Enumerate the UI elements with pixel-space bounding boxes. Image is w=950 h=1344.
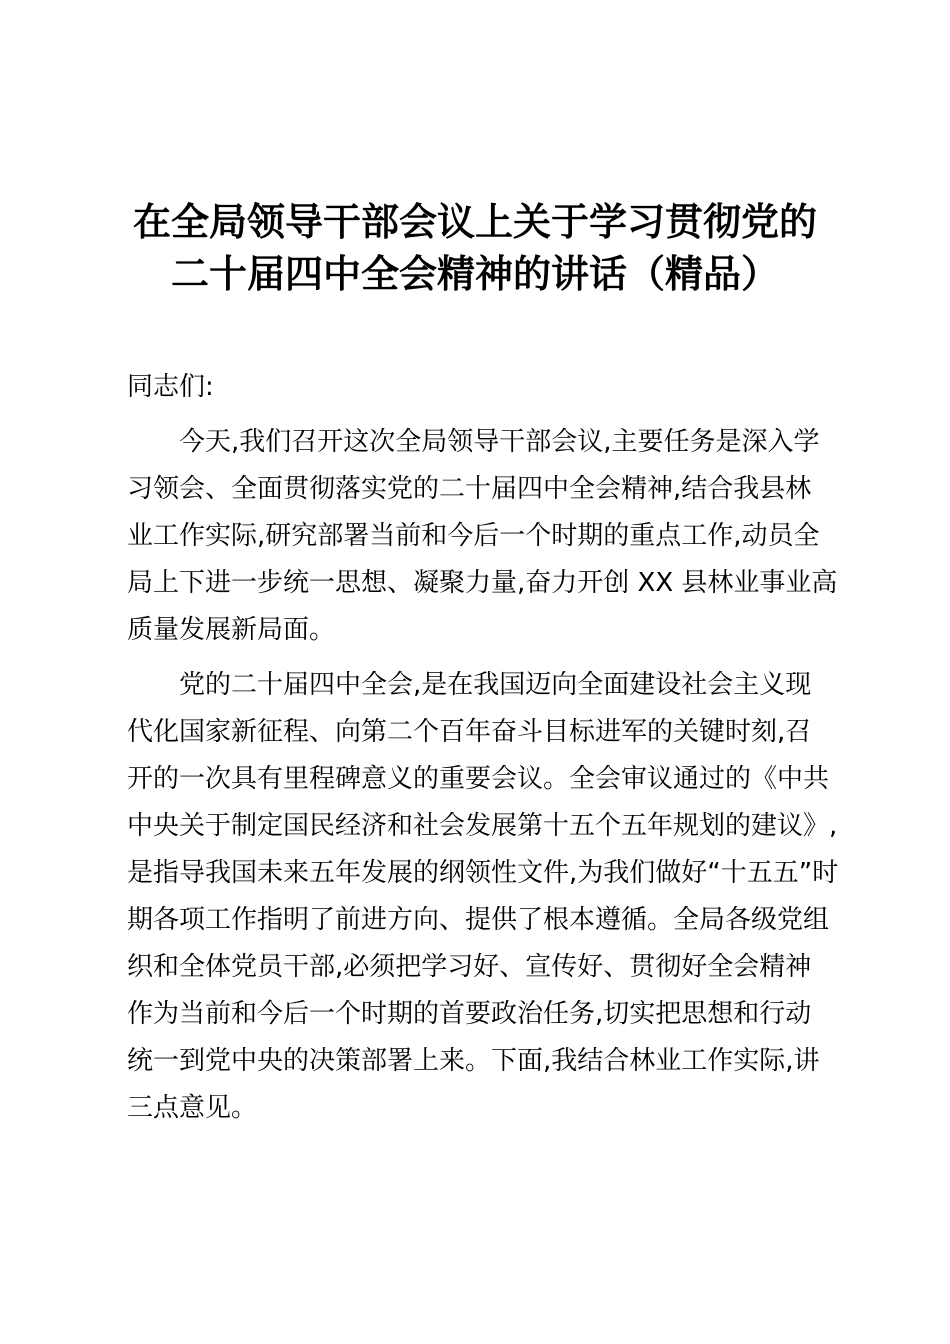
title-line-1: 在全局领导干部会议上关于学习贯彻党的	[132, 200, 817, 244]
paragraph-1	[127, 419, 838, 654]
paragraph-line: 作为当前和今后一个时期的首要政治任务,切实把思想和行动	[127, 999, 812, 1029]
paragraph-line: 期各项工作指明了前进方向、提供了根本遵循。全局各级党组	[127, 905, 830, 935]
title-line-2: 二十届四中全会精神的讲话（精品）	[170, 252, 779, 296]
paragraph-line: 是指导我国未来五年发展的纲领性文件,为我们做好“十五五”时	[127, 858, 839, 888]
paragraph-line: 局上下进一步统一思想、凝聚力量,奋力开创 XX 县林业事业高	[127, 568, 838, 598]
paragraph-line: 开的一次具有里程碑意义的重要会议。全会审议通过的《中共	[127, 764, 830, 794]
paragraph-line: 今天,我们召开这次全局领导干部会议,主要任务是深入学	[179, 427, 820, 457]
paragraph-line: 中央关于制定国民经济和社会发展第十五个五年规划的建议》,	[127, 811, 838, 841]
document-title	[80, 196, 870, 300]
paragraph-line: 党的二十届四中全会,是在我国迈向全面建设社会主义现	[179, 670, 812, 700]
document-body	[127, 364, 839, 1140]
paragraph-2	[127, 662, 839, 1132]
paragraph-line: 习领会、全面贯彻落实党的二十届四中全会精神,结合我县林	[127, 474, 812, 504]
paragraph-line: 统一到党中央的决策部署上来。下面,我结合林业工作实际,讲	[127, 1046, 820, 1076]
paragraph-line: 质量发展新局面。	[127, 615, 336, 645]
paragraph-line: 代化国家新征程、向第二个百年奋斗目标进军的关键时刻,召	[127, 717, 812, 747]
salutation: 同志们:	[127, 372, 214, 402]
paragraph-line: 三点意见。	[127, 1093, 258, 1123]
paragraph-line: 织和全体党员干部,必须把学习好、宣传好、贯彻好全会精神	[127, 952, 812, 982]
paragraph-line: 业工作实际,研究部署当前和今后一个时期的重点工作,动员全	[127, 521, 820, 551]
